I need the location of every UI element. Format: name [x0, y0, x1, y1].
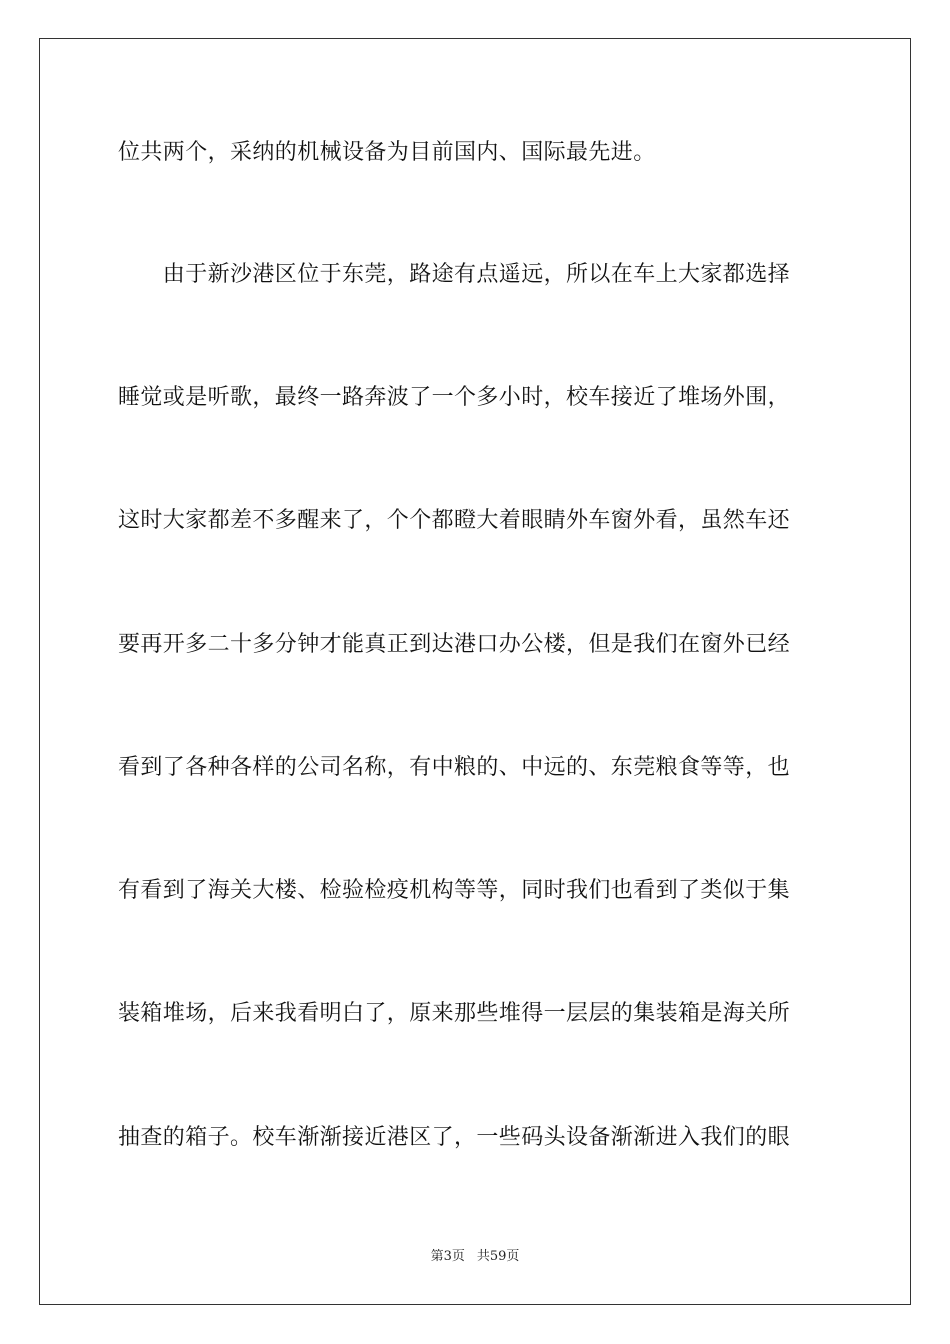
body-text-line-6: 看到了各种各样的公司名称，有中粮的、中远的、东莞粮食等等，也	[118, 755, 791, 780]
body-text-line-4: 这时大家都差不多醒来了，个个都瞪大着眼睛外车窗外看，虽然车还	[118, 508, 791, 533]
page-border	[39, 38, 911, 1305]
body-text-line-7: 有看到了海关大楼、检验检疫机构等等，同时我们也看到了类似于集	[118, 878, 791, 903]
body-text-line-3: 睡觉或是听歌，最终一路奔波了一个多小时，校车接近了堆场外围，	[118, 385, 791, 410]
body-text-line-5: 要再开多二十多分钟才能真正到达港口办公楼，但是我们在窗外已经	[118, 632, 791, 657]
body-text-line-1: 位共两个，采纳的机械设备为目前国内、国际最先进。	[118, 140, 656, 165]
body-text-line-8: 装箱堆场，后来我看明白了，原来那些堆得一层层的集装箱是海关所	[118, 1001, 791, 1026]
page-footer	[0, 1248, 950, 1266]
body-text-line-2: 由于新沙港区位于东莞，路途有点遥远，所以在车上大家都选择	[118, 262, 791, 287]
body-text-line-9: 抽查的箱子。校车渐渐接近港区了，一些码头设备渐渐进入我们的眼	[118, 1125, 791, 1150]
page-number: 第3页	[430, 1249, 465, 1264]
page-total: 共59页	[476, 1249, 520, 1264]
